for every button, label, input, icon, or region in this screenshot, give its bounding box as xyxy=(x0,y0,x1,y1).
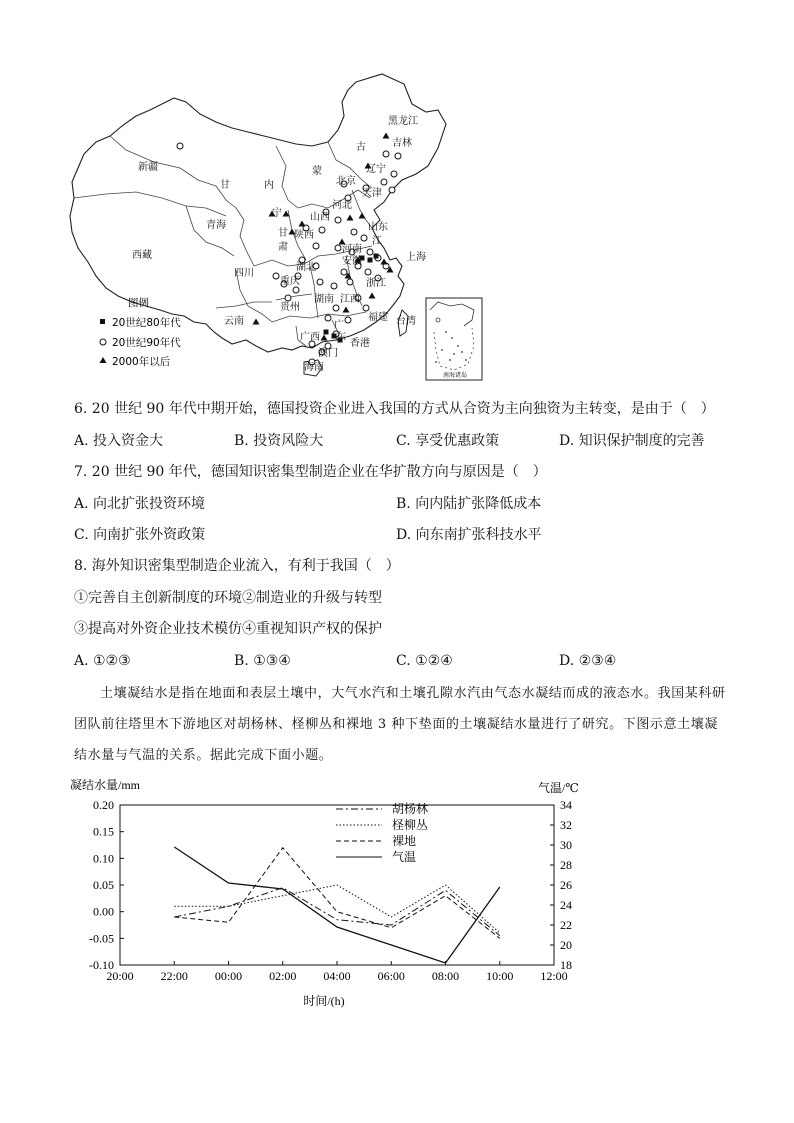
question-8-stem: 8. 海外知识密集型制造企业流入，有利于我国（ ） xyxy=(74,558,400,574)
y2-tick-label: 18 xyxy=(560,958,572,972)
y-tick-label: -0.05 xyxy=(89,931,114,946)
chart-lines xyxy=(174,847,500,963)
region-label: 西藏 xyxy=(132,250,152,261)
q8-statement-line-2: ③提高对外资企业技术模仿④重视知识产权的保护 xyxy=(74,621,382,637)
x-tick-label: 04:00 xyxy=(323,969,351,983)
marker-2000s xyxy=(381,259,388,265)
region-label: 重庆 xyxy=(280,276,300,287)
q7-option-c[interactable]: C. 向南扩张外资政策 xyxy=(74,527,206,543)
marker-2000s xyxy=(383,133,390,139)
x-tick-label: 06:00 xyxy=(377,969,405,983)
q6-option-a[interactable]: A. 投入资金大 xyxy=(74,433,164,449)
legend-label-4: 气温 xyxy=(392,850,417,864)
q8-option-b[interactable]: B. ①③④ xyxy=(234,653,291,669)
condensation-chart xyxy=(66,775,606,1010)
y-tick-label: -0.10 xyxy=(89,958,114,972)
y2-tick-label: 26 xyxy=(560,878,572,892)
question-6-stem: 6. 20 世纪 90 年代中期开始，德国投资企业进入我国的方式从合资为主向独资为主转变，是由于（ ） xyxy=(74,401,715,417)
marker-90s xyxy=(335,217,341,223)
question-7-stem: 7. 20 世纪 90 年代，德国知识密集型制造企业在华扩散方向与原因是（ ） xyxy=(74,464,547,480)
x-tick-label: 22:00 xyxy=(160,969,188,983)
marker-90s xyxy=(345,317,351,323)
region-label: 古 xyxy=(356,142,366,153)
y-tick-label: 0.00 xyxy=(93,904,114,919)
china-map xyxy=(66,70,496,385)
marker-2000s xyxy=(343,307,350,313)
inset-label: 南海诸岛 xyxy=(442,372,468,379)
region-label: 海南 xyxy=(304,362,324,373)
region-label: 广西 xyxy=(300,332,320,343)
region-label: 湖北 xyxy=(296,262,316,273)
marker-90s xyxy=(341,269,347,275)
marker-2000s xyxy=(253,319,260,325)
q8-statement-line-1: ①完善自主创新制度的环境②制造业的升级与转型 xyxy=(74,590,382,606)
legend-label-3: 裸地 xyxy=(392,834,417,848)
marker-90s xyxy=(395,153,401,159)
marker-90s xyxy=(383,151,389,157)
x-tick-label: 02:00 xyxy=(269,969,297,983)
region-label: 上海 xyxy=(406,252,426,263)
region-label: 福建 xyxy=(368,312,388,323)
marker-80s xyxy=(324,330,329,335)
legend-label-90s: 20世纪90年代 xyxy=(112,337,181,349)
x-axis-label: 时间/(h) xyxy=(303,994,345,1008)
x-tick-label: 12:00 xyxy=(540,969,568,983)
y-tick-label: 0.10 xyxy=(93,851,114,866)
legend-label-2: 柽柳丛 xyxy=(392,818,429,832)
q6-option-d[interactable]: D. 知识保护制度的完善 xyxy=(559,433,705,449)
region-label: 甘 xyxy=(278,228,288,239)
region-label: 江西 xyxy=(340,294,360,305)
marker-90s xyxy=(333,305,339,311)
legend-triangle-icon xyxy=(100,357,107,363)
region-label: 肃 xyxy=(278,242,288,253)
region-label: 吉林 xyxy=(392,138,412,149)
region-label: 河南 xyxy=(342,244,362,255)
chart-legend xyxy=(336,801,428,864)
q7-option-a[interactable]: A. 向北扩张投资环境 xyxy=(74,496,206,512)
y2-axis-label: 气温/℃ xyxy=(538,781,579,795)
passage-text: 土壤凝结水是指在地面和表层土壤中，大气水汽和土壤孔隙水汽由气态水凝结而成的液态水。我国某科研团队前往塔里木下游地区对胡杨林、柽柳丛和裸地 3 种下垫面的土壤凝结水量进行了研究。下图示意土壤凝结水量与气温的关系。据此完成下面小题。 xyxy=(74,686,726,763)
map-legend xyxy=(100,296,182,368)
region-label: 甘 xyxy=(220,180,230,191)
legend-label-80s: 20世纪80年代 xyxy=(112,317,181,329)
region-label: 辽宁 xyxy=(366,164,386,175)
region-label: 广 xyxy=(334,320,344,331)
region-label: 青海 xyxy=(206,220,226,231)
marker-90s xyxy=(351,229,357,235)
series-line-3 xyxy=(174,848,500,939)
series-line-2 xyxy=(174,885,500,933)
q7-option-d[interactable]: D. 向东南扩张科技水平 xyxy=(396,527,542,543)
province-borders xyxy=(74,136,372,346)
q8-option-c[interactable]: C. ①②④ xyxy=(396,653,453,669)
marker-90s xyxy=(285,295,291,301)
region-label: 北京 xyxy=(336,176,356,187)
marker-90s xyxy=(381,179,387,185)
y-tick-label: 0.20 xyxy=(93,798,114,812)
marker-90s xyxy=(365,269,371,275)
region-label: 新疆 xyxy=(138,162,158,173)
marker-90s xyxy=(313,243,319,249)
marker-2000s xyxy=(299,221,306,227)
region-label: 浙江 xyxy=(366,278,386,289)
region-label: 内 xyxy=(264,180,274,191)
marker-2000s xyxy=(369,293,376,299)
q8-option-d[interactable]: D. ②③④ xyxy=(559,653,617,669)
region-label: 安徽 xyxy=(342,256,362,267)
marker-90s xyxy=(317,279,323,285)
y2-tick-label: 20 xyxy=(560,938,572,952)
region-label: 山西 xyxy=(310,212,330,223)
chart-ticks xyxy=(89,798,572,983)
series-line-4 xyxy=(174,847,500,963)
marker-80s xyxy=(374,254,379,259)
y2-tick-label: 30 xyxy=(560,838,572,852)
legend-circle-icon xyxy=(100,339,106,345)
region-label: 贵州 xyxy=(280,302,300,313)
series-line-1 xyxy=(174,888,500,936)
legend-square-icon xyxy=(100,319,105,324)
region-label: 陕西 xyxy=(294,230,314,241)
marker-2000s xyxy=(347,215,354,221)
region-label: 宁 xyxy=(272,208,282,219)
region-label: 山东 xyxy=(368,222,388,233)
legend-title: 图例 xyxy=(128,297,149,309)
region-label: 江 xyxy=(372,236,382,247)
y-tick-label: 0.15 xyxy=(93,824,114,839)
region-label: 湖南 xyxy=(314,294,334,305)
y2-tick-label: 22 xyxy=(560,918,572,932)
marker-80s xyxy=(368,258,373,263)
q7-option-b[interactable]: B. 向内陆扩张降低成本 xyxy=(396,496,542,512)
marker-2000s xyxy=(359,213,366,219)
marker-2000s xyxy=(321,335,328,341)
legend-label-2000s: 2000年以后 xyxy=(112,356,171,368)
marker-90s xyxy=(361,235,367,241)
marker-90s xyxy=(363,305,369,311)
marker-90s xyxy=(325,315,331,321)
y2-tick-label: 32 xyxy=(560,818,572,832)
marker-90s xyxy=(293,287,299,293)
region-label: 香港 xyxy=(350,338,370,349)
marker-90s xyxy=(389,187,395,193)
y2-tick-label: 28 xyxy=(560,858,572,872)
marker-90s xyxy=(319,227,325,233)
y2-tick-label: 34 xyxy=(560,798,572,812)
marker-90s xyxy=(177,143,183,149)
x-tick-label: 00:00 xyxy=(214,969,243,983)
region-label: 台湾 xyxy=(396,316,416,327)
region-label: 澳门 xyxy=(318,348,338,359)
legend-label-1: 胡杨林 xyxy=(392,802,429,816)
region-label: 河北 xyxy=(332,200,352,211)
region-label: 东 xyxy=(336,332,346,343)
marker-90s xyxy=(273,273,279,279)
x-tick-label: 08:00 xyxy=(431,969,460,983)
region-label: 四川 xyxy=(234,268,254,279)
region-label: 蒙 xyxy=(312,166,322,177)
marker-90s xyxy=(335,245,341,251)
region-label: 黑龙江 xyxy=(388,116,418,127)
marker-90s xyxy=(367,249,373,255)
marker-90s xyxy=(391,171,397,177)
y-tick-label: 0.05 xyxy=(93,878,114,892)
q6-option-b[interactable]: B. 投资风险大 xyxy=(234,433,324,449)
region-label: 云南 xyxy=(224,316,244,327)
y-axis-label: 凝结水量/mm xyxy=(70,778,141,792)
q6-option-c[interactable]: C. 享受优惠政策 xyxy=(396,433,500,449)
x-tick-label: 10:00 xyxy=(486,969,514,983)
marker-90s xyxy=(331,283,337,289)
region-label: 天津 xyxy=(362,188,382,199)
q8-option-a[interactable]: A. ①②③ xyxy=(74,653,131,669)
y2-tick-label: 24 xyxy=(560,898,572,912)
marker-90s xyxy=(347,279,353,285)
x-tick-label: 20:00 xyxy=(106,969,134,983)
